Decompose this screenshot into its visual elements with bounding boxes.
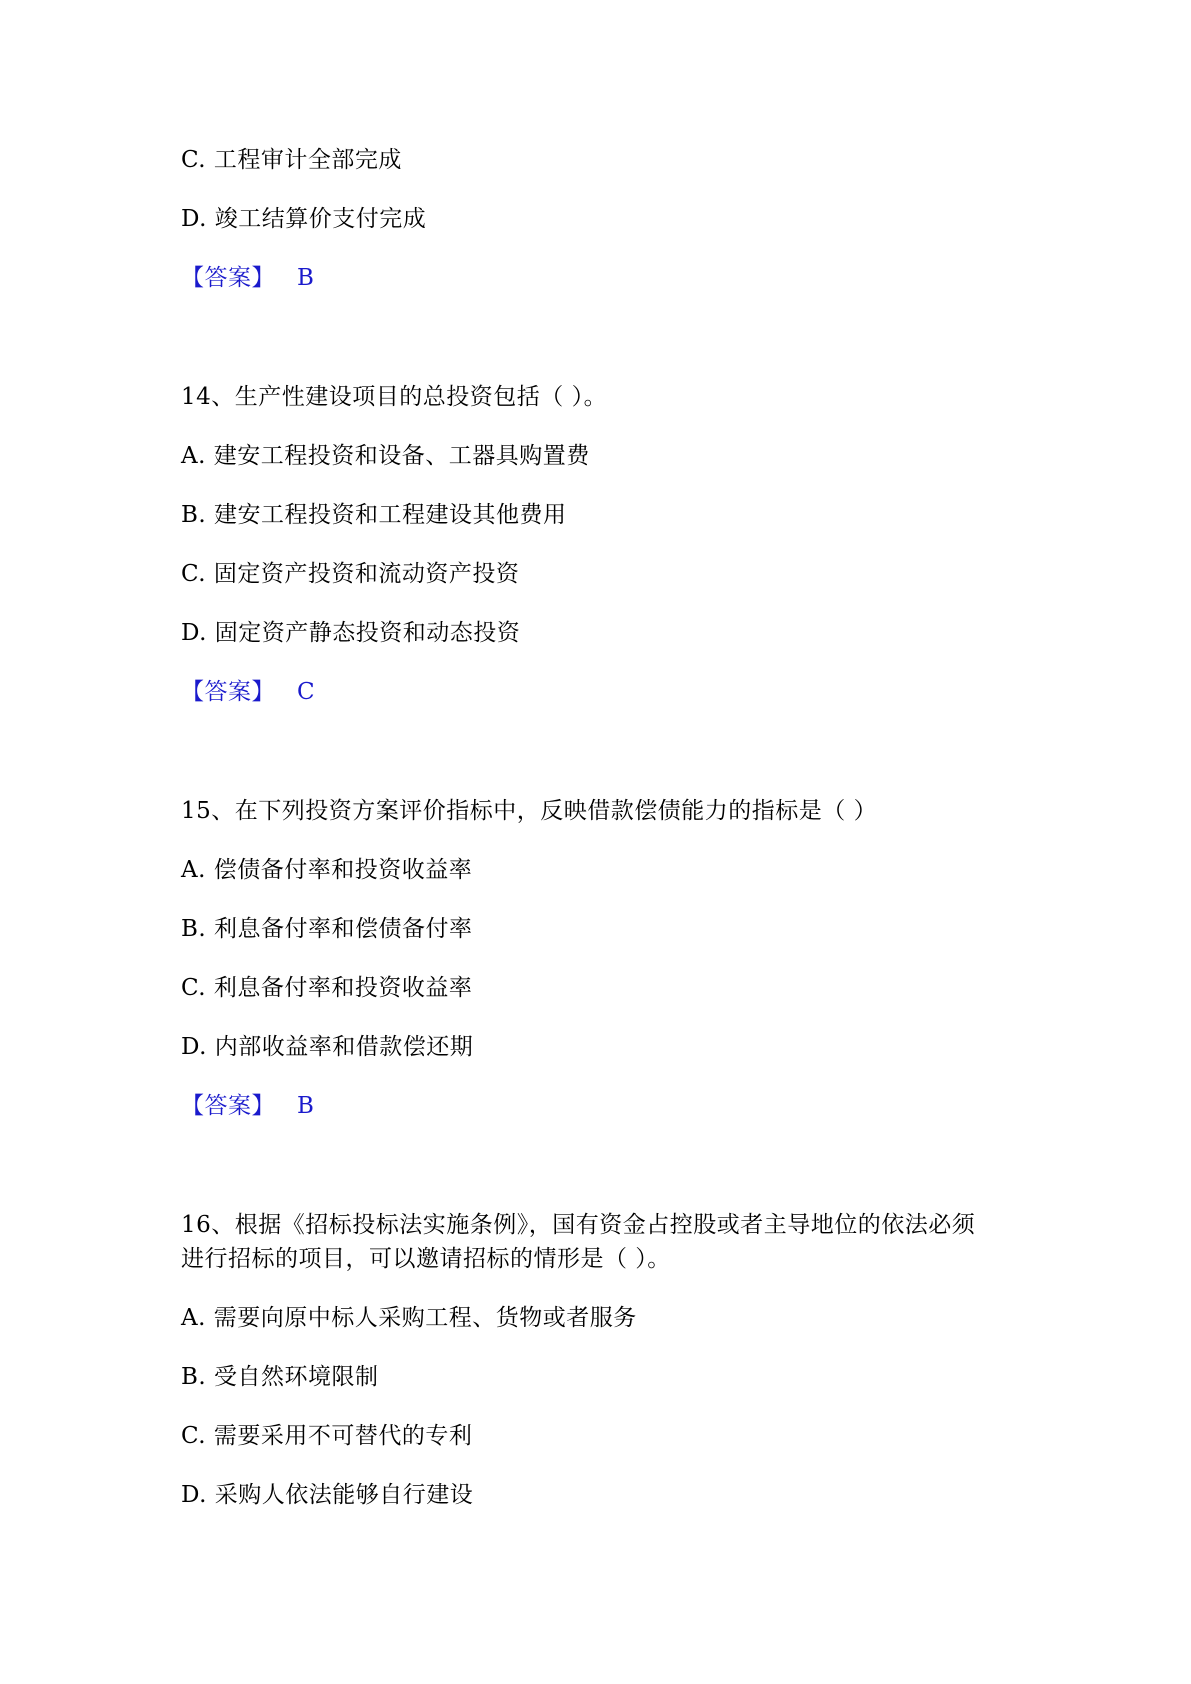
q15-option-b: B. 利息备付率和偿债备付率 <box>181 916 473 942</box>
q13-answer <box>181 263 314 293</box>
answer-value: C <box>297 679 316 705</box>
q14-option-c: C. 固定资产投资和流动资产投资 <box>181 561 520 587</box>
q16-option-b: B. 受自然环境限制 <box>181 1364 379 1390</box>
q14-answer <box>181 677 315 707</box>
q16-option-c: C. 需要采用不可替代的专利 <box>181 1423 473 1449</box>
q13-option-c: C. 工程审计全部完成 <box>181 147 402 173</box>
q15-stem: 15、在下列投资方案评价指标中，反映借款偿债能力的指标是（ ） <box>181 798 878 824</box>
q16-stem-line2: 进行招标的项目，可以邀请招标的情形是（ ）。 <box>181 1246 671 1272</box>
q16-stem-line1: 16、根据《招标投标法实施条例》，国有资金占控股或者主导地位的依法必须 <box>181 1212 976 1238</box>
answer-label: 【答案】 <box>181 1093 275 1119</box>
q14-option-a: A. 建安工程投资和设备、工器具购置费 <box>181 443 590 469</box>
q14-option-d: D. 固定资产静态投资和动态投资 <box>181 620 521 646</box>
q15-option-d: D. 内部收益率和借款偿还期 <box>181 1034 474 1060</box>
answer-label: 【答案】 <box>181 679 275 705</box>
answer-value: B <box>297 265 315 291</box>
q13-option-d: D. 竣工结算价支付完成 <box>181 206 427 232</box>
q15-answer <box>181 1091 314 1121</box>
q14-option-b: B. 建安工程投资和工程建设其他费用 <box>181 502 567 528</box>
answer-label: 【答案】 <box>181 265 275 291</box>
answer-value: B <box>297 1093 315 1119</box>
q16-option-a: A. 需要向原中标人采购工程、货物或者服务 <box>181 1305 637 1331</box>
q15-option-a: A. 偿债备付率和投资收益率 <box>181 857 473 883</box>
q16-option-d: D. 采购人依法能够自行建设 <box>181 1482 474 1508</box>
q14-stem: 14、生产性建设项目的总投资包括（ ）。 <box>181 384 608 410</box>
q15-option-c: C. 利息备付率和投资收益率 <box>181 975 473 1001</box>
